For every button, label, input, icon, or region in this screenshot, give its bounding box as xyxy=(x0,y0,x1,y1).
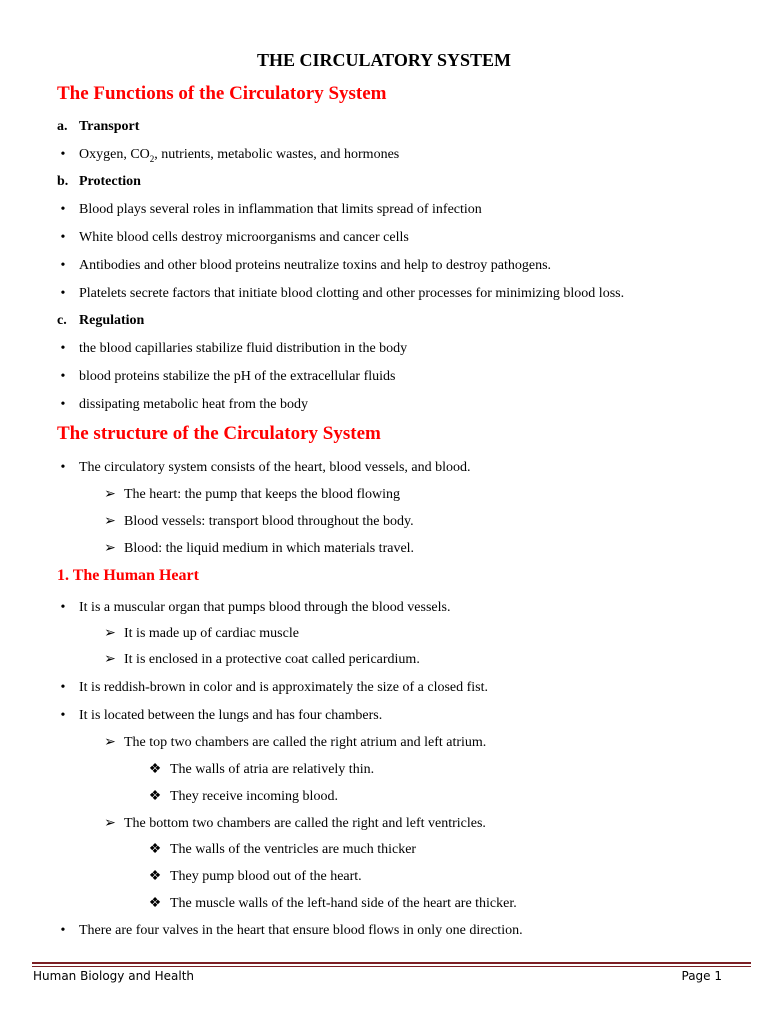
footer-page-number: Page 1 xyxy=(681,969,722,983)
section-heading-functions: The Functions of the Circulatory System xyxy=(57,83,387,104)
bullet-icon: • xyxy=(60,286,66,301)
bullet-icon: • xyxy=(60,397,66,412)
subheading-label: Regulation xyxy=(79,313,145,328)
section-heading-human-heart: 1. The Human Heart xyxy=(57,567,199,584)
list-item-text: There are four valves in the heart that ensure blood flows in only one direction. xyxy=(79,923,523,938)
list-item-text: Blood: the liquid medium in which materials travel. xyxy=(124,541,415,556)
subheading-transport xyxy=(57,118,139,136)
list-item-text: It is enclosed in a protective coat called pericardium. xyxy=(124,652,420,667)
diamond-icon: ❖ xyxy=(148,842,162,857)
bullet-icon: • xyxy=(60,708,66,723)
list-item-text: the blood capillaries stabilize fluid distribution in the body xyxy=(79,341,408,356)
list-item-text: Blood vessels: transport blood throughout the body. xyxy=(124,514,414,529)
list-item-text: It is located between the lungs and has four chambers. xyxy=(79,708,383,723)
bullet-icon: • xyxy=(60,600,66,615)
subheading-regulation xyxy=(57,312,144,330)
list-item-text: Oxygen, $CO_2$, nutrients, metabolic wastes, and hormones xyxy=(79,147,400,164)
list-item-text: The muscle walls of the left-hand side of the heart are thicker. xyxy=(170,896,517,911)
arrow-icon: ➢ xyxy=(104,626,116,641)
arrow-icon: ➢ xyxy=(104,541,116,556)
bullet-icon: • xyxy=(60,147,66,162)
diamond-icon: ❖ xyxy=(148,789,162,804)
list-item-text: The circulatory system consists of the heart, blood vessels, and blood. xyxy=(79,460,471,475)
list-item-text: It is reddish-brown in color and is approximately the size of a closed fist. xyxy=(79,680,489,695)
list-item-text: It is made up of cardiac muscle xyxy=(124,626,299,641)
diamond-icon: ❖ xyxy=(148,896,162,911)
diamond-icon: ❖ xyxy=(148,762,162,777)
bullet-icon: • xyxy=(60,202,66,217)
list-item-text: The walls of atria are relatively thin. xyxy=(170,762,375,777)
subheading-label: Protection xyxy=(79,174,141,189)
list-item-text: It is a muscular organ that pumps blood through the blood vessels. xyxy=(79,600,451,615)
list-item-text: The heart: the pump that keeps the blood flowing xyxy=(124,487,401,502)
arrow-icon: ➢ xyxy=(104,816,116,831)
footer-divider xyxy=(32,966,751,967)
arrow-icon: ➢ xyxy=(104,652,116,667)
list-item-text: dissipating metabolic heat from the body xyxy=(79,397,309,412)
section-heading-structure: The structure of the Circulatory System xyxy=(57,423,381,444)
subheading-letter: b. xyxy=(57,174,69,189)
subheading-label: Transport xyxy=(79,119,140,134)
bullet-icon: • xyxy=(60,460,66,475)
bullet-icon: • xyxy=(60,230,66,245)
subheading-letter: c. xyxy=(57,313,67,328)
list-item-text: They pump blood out of the heart. xyxy=(170,869,362,884)
list-item-text: They receive incoming blood. xyxy=(170,789,338,804)
subheading-protection xyxy=(57,173,141,191)
list-item-text: The top two chambers are called the right atrium and left atrium. xyxy=(124,735,487,750)
list-item-text: The walls of the ventricles are much thicker xyxy=(170,842,417,857)
footer-divider xyxy=(32,962,751,964)
list-item-text: White blood cells destroy microorganisms and cancer cells xyxy=(79,230,409,245)
footer-book-title: Human Biology and Health xyxy=(33,969,195,983)
list-item-text: Platelets secrete factors that initiate blood clotting and other processes for minimizing blood loss. xyxy=(79,286,625,301)
bullet-icon: • xyxy=(60,341,66,356)
bullet-icon: • xyxy=(60,258,66,273)
arrow-icon: ➢ xyxy=(104,514,116,529)
document-title: THE CIRCULATORY SYSTEM xyxy=(256,50,512,70)
list-item-text: The bottom two chambers are called the right and left ventricles. xyxy=(124,816,486,831)
arrow-icon: ➢ xyxy=(104,487,116,502)
diamond-icon: ❖ xyxy=(148,869,162,884)
arrow-icon: ➢ xyxy=(104,735,116,750)
list-item-text: Antibodies and other blood proteins neutralize toxins and help to destroy pathogens. xyxy=(79,258,552,273)
bullet-icon: • xyxy=(60,680,66,695)
list-item-text: blood proteins stabilize the pH of the extracellular fluids xyxy=(79,369,396,384)
list-item-text: Blood plays several roles in inflammation that limits spread of infection xyxy=(79,202,482,217)
subheading-letter: a. xyxy=(57,119,68,134)
bullet-icon: • xyxy=(60,369,66,384)
bullet-icon: • xyxy=(60,923,66,938)
